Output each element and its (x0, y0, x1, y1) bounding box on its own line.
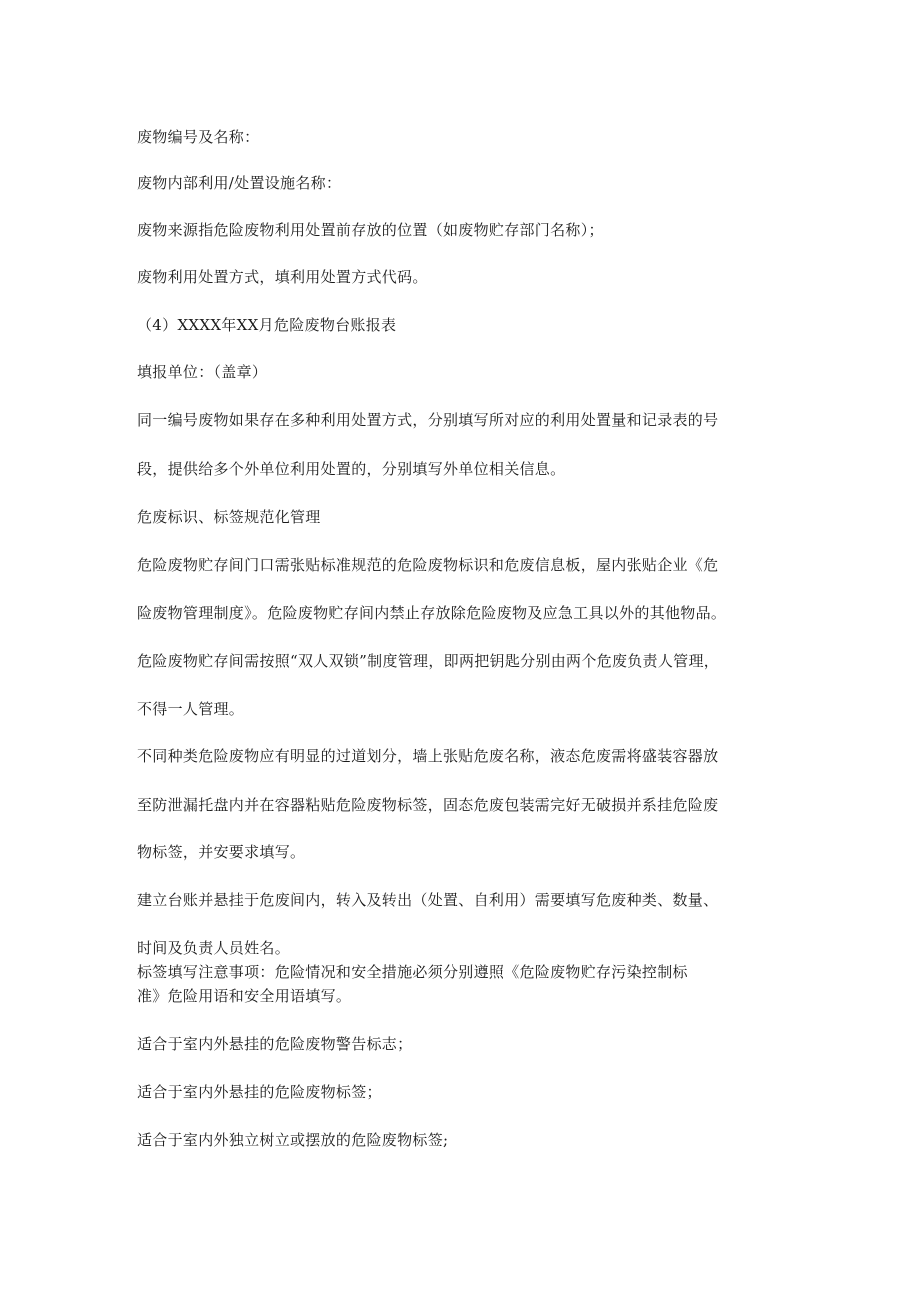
text-line: 时间及负责人员姓名。 (137, 939, 291, 957)
text-line: 废物利用处置方式，填利用处置方式代码。 (137, 268, 428, 286)
text-line: 不同种类危险废物应有明显的过道划分，墙上张贴危废名称，液态危废需将盛装容器放 (137, 747, 719, 765)
text-line: 同一编号废物如果存在多种利用处置方式，分别填写所对应的利用处置量和记录表的号 (137, 411, 719, 429)
text-line: 危险废物贮存间门口需张贴标准规范的危险废物标识和危废信息板，屋内张贴企业《危 (137, 556, 719, 574)
section-heading: 危废标识、标签规范化管理 (137, 508, 321, 526)
text-line: 废物内部利用/处置设施名称： (137, 174, 342, 192)
text-line: 废物编号及名称： (137, 128, 260, 146)
text-line: 建立台账并悬挂于危废间内，转入及转出（处置、自利用）需要填写危废种类、数量、 (137, 891, 719, 909)
text-line: 物标签，并安要求填写。 (137, 843, 306, 861)
section-heading: （4）XXXX年XX月危险废物台账报表 (137, 316, 397, 334)
text-line: 不得一人管理。 (137, 700, 245, 718)
text-line: 危险废物贮存间需按照“双人双锁”制度管理，即两把钥匙分别由两个危废负责人管理， (137, 652, 720, 670)
text-line: 适合于室内外独立树立或摆放的危险废物标签; (137, 1131, 449, 1149)
text-line: 段，提供给多个外单位利用处置的，分别填写外单位相关信息。 (137, 460, 566, 478)
text-line: 适合于室内外悬挂的危险废物警告标志； (137, 1035, 413, 1053)
text-line: 填报单位：（盖章） (137, 363, 268, 381)
text-line: 准》危险用语和安全用语填写。 (137, 987, 352, 1005)
text-line: 废物来源指危险废物利用处置前存放的位置（如废物贮存部门名称）； (137, 221, 604, 239)
text-line: 至防泄漏托盘内并在容器粘贴危险废物标签，固态危废包装需完好无破损并系挂危险废 (137, 796, 719, 814)
text-line: 标签填写注意事项：危险情况和安全措施必须分别遵照《危险废物贮存污染控制标 (137, 963, 688, 981)
text-line: 险废物管理制度》。危险废物贮存间内禁止存放除危险废物及应急工具以外的其他物品。 (137, 604, 727, 622)
text-line: 适合于室内外悬挂的危险废物标签； (137, 1083, 382, 1101)
